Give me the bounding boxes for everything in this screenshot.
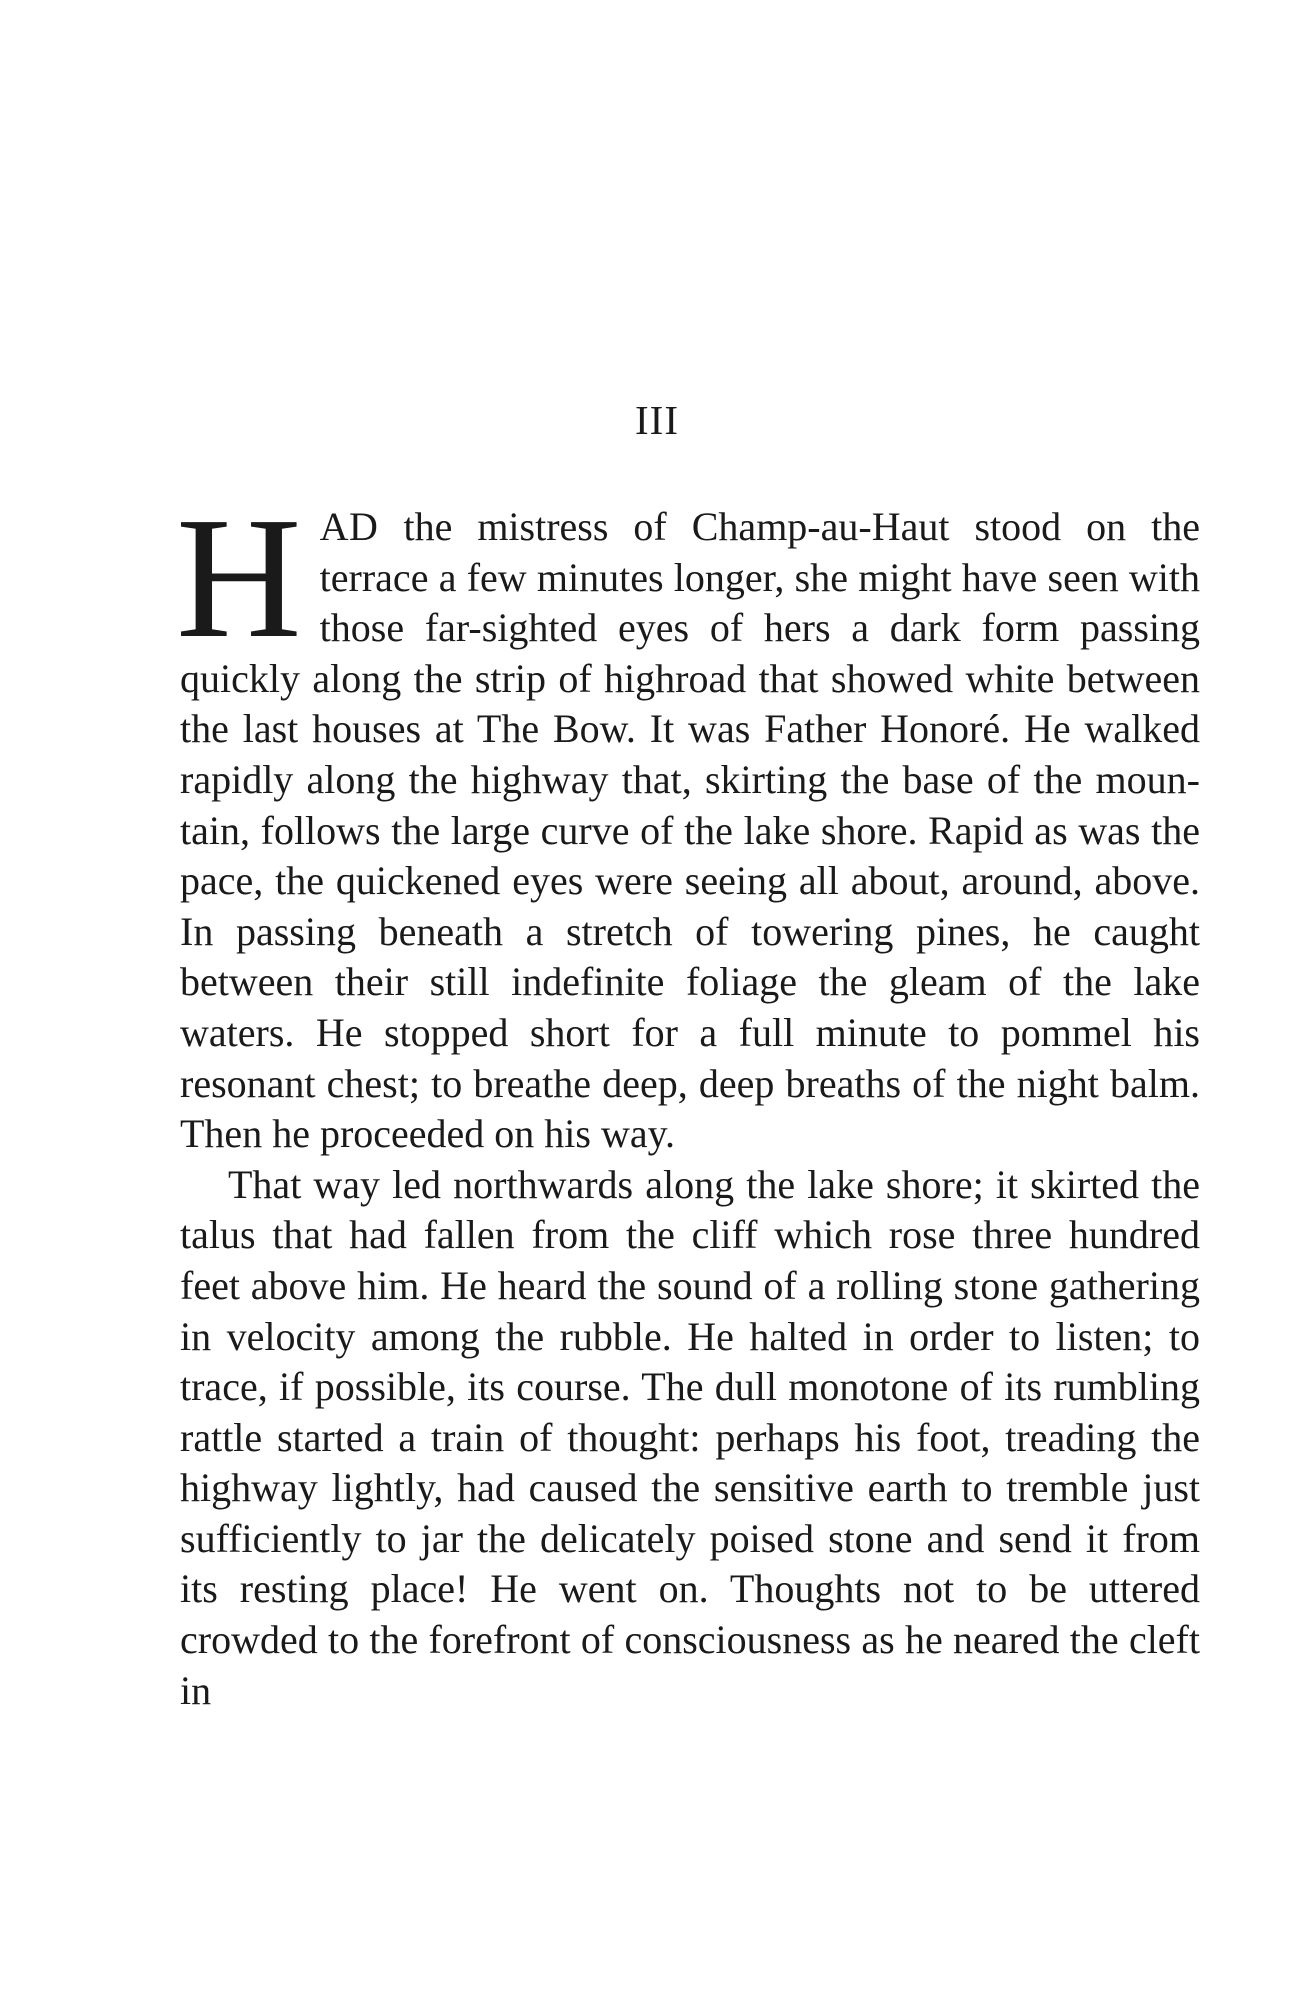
first-word-small-caps: AD (319, 504, 379, 549)
body-text (176, 481, 1200, 1716)
drop-cap: H (176, 481, 302, 674)
chapter-number: III (635, 397, 679, 443)
paragraph-1-text: the mistress of Champ-au-Haut stood on the terrace a few minutes longer, she might have seen with those far-sighted eyes of hers a dark form passing quickly along the strip of highroad that showed white between the last houses at The Bow. It was Father Honoré. He walked rapidly along the highway that, skirting the base of the mountain, follows the large curve of the lake shore. Rapid as was the pace, the quickened eyes were seeing all about, around, above. In passing beneath a stretch of towering pines, he caught between their still indefinite foliage the gleam of the lake waters. He stopped short for a full minute to pommel his resonant chest; to breathe deep, deep breaths of the night balm. Then he proceeded on his way. (180, 504, 1200, 1157)
paragraph-2: That way led northwards along the lake shore; it skirted the talus that had fallen from the cliff which rose three hundred feet above him. He heard the sound of a rolling stone gathering in velocity among the rubble. He halted in order to listen; to trace, if possible, its course. The dull monotone of its rumbling rattle started a train of thought: perhaps his foot, treading the highway lightly, had caused the sensitive earth to tremble just sufficiently to jar the delicately poised stone and send it from its resting place! He went on. Thoughts not to be uttered crowded to the forefront of consciousness as he neared the cleft in (180, 1161, 1200, 1713)
paragraph-1 (176, 481, 1200, 1160)
